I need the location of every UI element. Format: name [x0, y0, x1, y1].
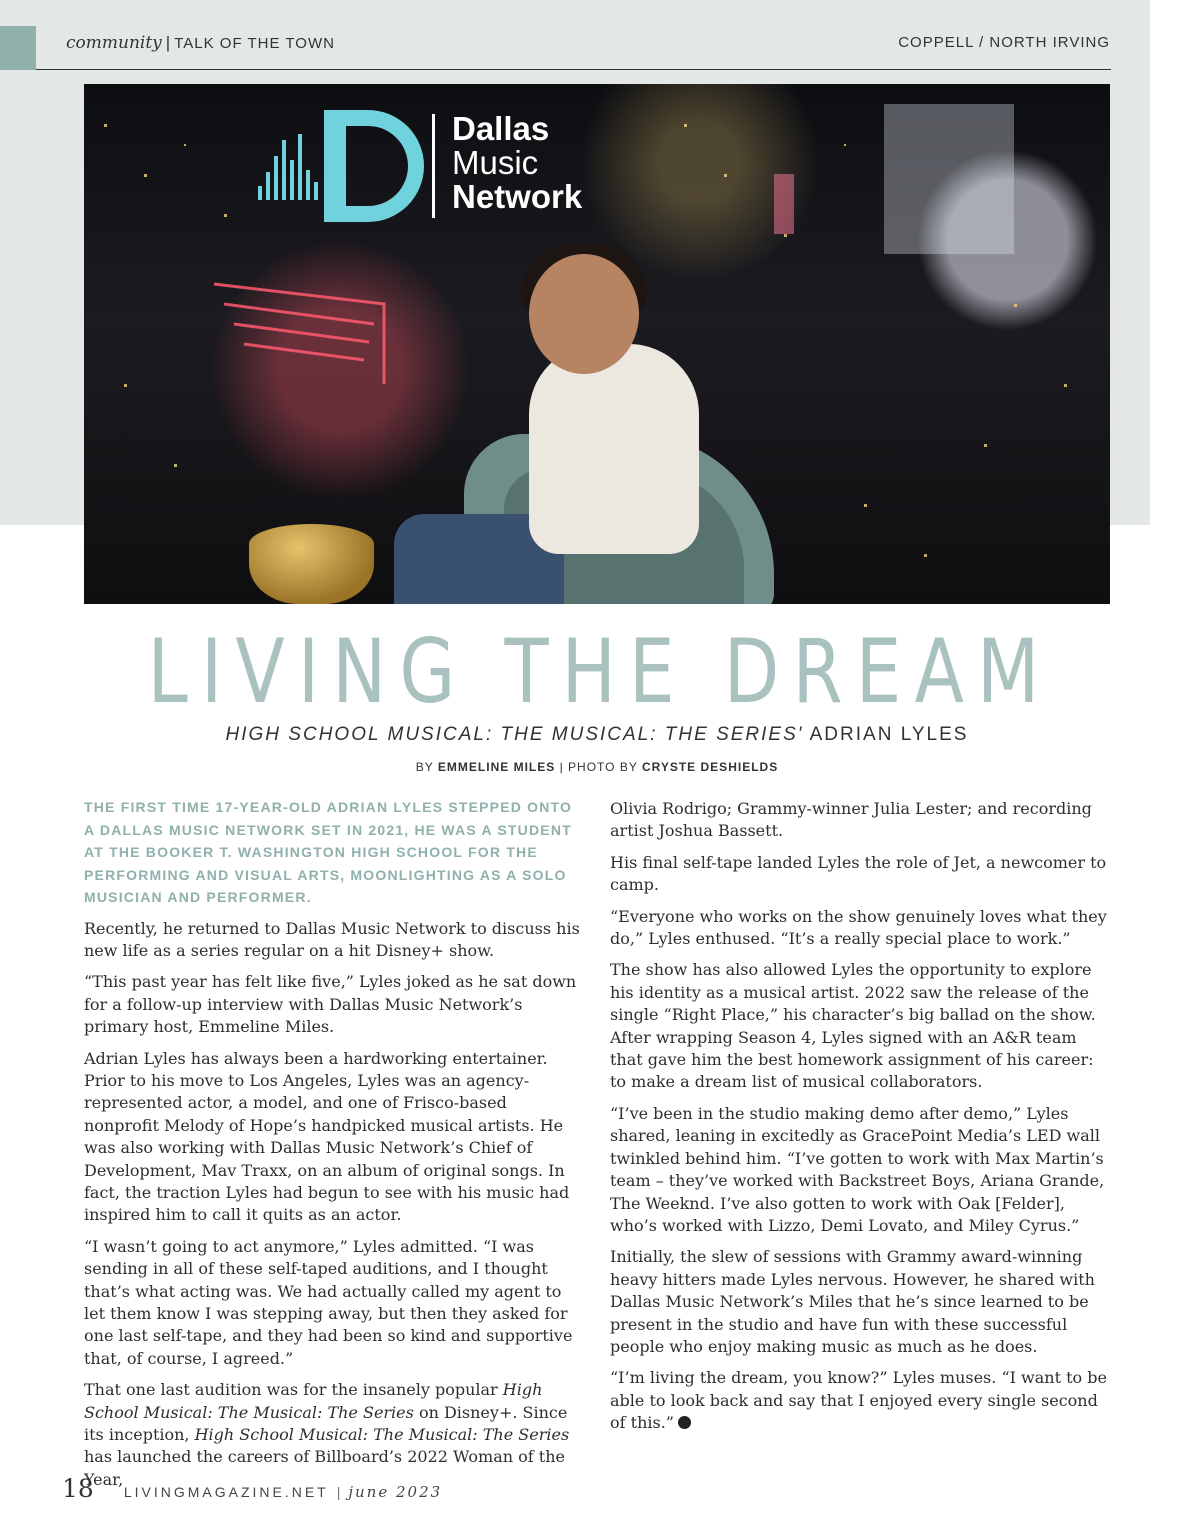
paragraph: Initially, the slew of sessions with Grammy award-winning heavy hitters made Lyles nervous. However, he shared with Dallas Music Network’s Miles that he’s since learned to be present in the studio and have fun with these successful people who enjoy making music as much as he does.	[610, 1247, 1095, 1356]
show-title: High School Musical: The Musical: The Series	[194, 1425, 570, 1445]
footer-site: LIVINGMAGAZINE.NET	[123, 1484, 329, 1500]
hero-photo	[84, 84, 1110, 604]
byline-photo-prefix: | PHOTO BY	[555, 760, 642, 774]
subtitle-person: ADRIAN LYLES	[803, 724, 969, 745]
section-label	[66, 33, 335, 53]
paragraph: Adrian Lyles has always been a hardworking entertainer. Prior to his move to Los Angeles, Lyles was an agency-represented actor, a model, and one of Frisco-based nonprofit Melody of Hope’s handpicked musical artists. He was also working with Dallas Music Network’s Chief of Development, Mav Traxx, on an album of original songs. In fact, the traction Lyles had begun to see with his music had inspired him to call it quits as an actor.	[84, 1048, 570, 1225]
text-run: That one last audition was for the insanely popular	[84, 1380, 503, 1400]
paragraph: “I wasn’t going to act anymore,” Lyles admitted. “I was sending in all of these self-taped auditions, and I thought that’s what acting was. We had actually called my agent to let them know I was stepping away, but then they asked for one last self-tape, and they had been so kind and supportive that, of course, I agreed.”	[84, 1236, 573, 1368]
logo-wordmark	[452, 112, 582, 214]
byline	[0, 760, 1194, 774]
text-run: “I’m living the dream, you know?” Lyles muses. “I want to be able to look back and say that I enjoyed every single second of this.”	[610, 1368, 1107, 1433]
article-column-left	[84, 796, 585, 1500]
logo-letter-d	[324, 110, 424, 222]
subsection-name: TALK OF THE TOWN	[174, 35, 335, 52]
text-run: has launched the careers of Billboard’s 2022 Woman of the Year,	[84, 1447, 565, 1489]
edition-label: COPPELL / NORTH IRVING	[898, 34, 1110, 51]
paragraph: “This past year has felt like five,” Lyles joked as he sat down for a follow-up interview with Dallas Music Network’s primary host, Emmeline Miles.	[84, 972, 577, 1037]
page-footer	[62, 1474, 442, 1504]
paragraph: Recently, he returned to Dallas Music Network to discuss his new life as a series regular on a hit Disney+ show.	[84, 918, 580, 960]
section-tab-marker	[0, 26, 36, 70]
show-title: High School Musical: The Musical: The Series	[84, 1380, 543, 1422]
gold-side-table	[249, 524, 374, 604]
end-mark-icon	[678, 1416, 691, 1429]
logo-divider	[432, 114, 435, 218]
dallas-music-network-logo	[254, 102, 634, 222]
header-rule	[36, 69, 1111, 70]
byline-prefix: BY	[415, 760, 438, 774]
text-run: on Disney+. Since its inception,	[84, 1402, 568, 1445]
article-lede: THE FIRST TIME 17-YEAR-OLD ADRIAN LYLES STEPPED ONTO A DALLAS MUSIC NETWORK SET IN 2021, HE WAS A STUDENT AT THE BOOKER T. WASHINGTON HIGH SCHOOL FOR THE PERFORMING AND VISUAL ARTS, MOONLIGHTING AS A SOLO MUSICIAN AND PERFORMER.	[84, 799, 573, 905]
subject-sweater	[529, 344, 699, 554]
logo-line-3: Network	[452, 178, 583, 215]
paragraph: The show has also allowed Lyles the opportunity to explore his identity as a musical artist. 2022 saw the release of the single “Right Place,” his character’s big ballad on the show. After wrapping Season 4, Lyles signed with an A&R team that gave him the best homework assignment of his career: to make a dream list of musical collaborators.	[610, 960, 1096, 1092]
paragraph: “Everyone who works on the show genuinely loves what they do,” Lyles enthused. “It’s a really special place to work.”	[610, 906, 1107, 949]
footer-issue: june 2023	[348, 1483, 443, 1501]
section-name: community	[66, 33, 162, 53]
soundwave-icon	[254, 130, 324, 200]
page-header	[66, 30, 1110, 60]
subject-face	[529, 254, 639, 374]
subtitle-show-name: HIGH SCHOOL MUSICAL: THE MUSICAL: THE SERIES'	[225, 724, 804, 745]
photographer-name: CRYSTE DESHIELDS	[641, 760, 779, 774]
author-name: EMMELINE MILES	[437, 760, 556, 774]
article-title: LIVING THE DREAM	[147, 620, 1053, 723]
article-column-right	[610, 798, 1111, 1444]
logo-line-1: Dallas	[452, 110, 550, 147]
paragraph: Olivia Rodrigo; Grammy-winner Julia Lester; and recording artist Joshua Bassett.	[610, 799, 1092, 841]
logo-line-2: Music	[452, 144, 539, 181]
footer-separator: |	[336, 1484, 341, 1500]
paragraph	[610, 1367, 1111, 1434]
article-subtitle	[0, 724, 1194, 746]
paragraph: “I’ve been in the studio making demo after demo,” Lyles shared, leaning in excitedly as GracePoint Media’s LED wall twinkled behind him. “I’ve gotten to work with Max Martin’s team – they’ve worked with Backstreet Boys, Ariana Grande, The Weeknd. I’ve also gotten to work with Oak [Felder], who’s worked with Lizzo, Demi Lovato, and Miley Cyrus.”	[610, 1103, 1105, 1235]
header-separator: |	[165, 33, 171, 52]
paragraph: His final self-tape landed Lyles the role of Jet, a newcomer to camp.	[610, 852, 1107, 895]
page-number: 18	[62, 1474, 94, 1503]
